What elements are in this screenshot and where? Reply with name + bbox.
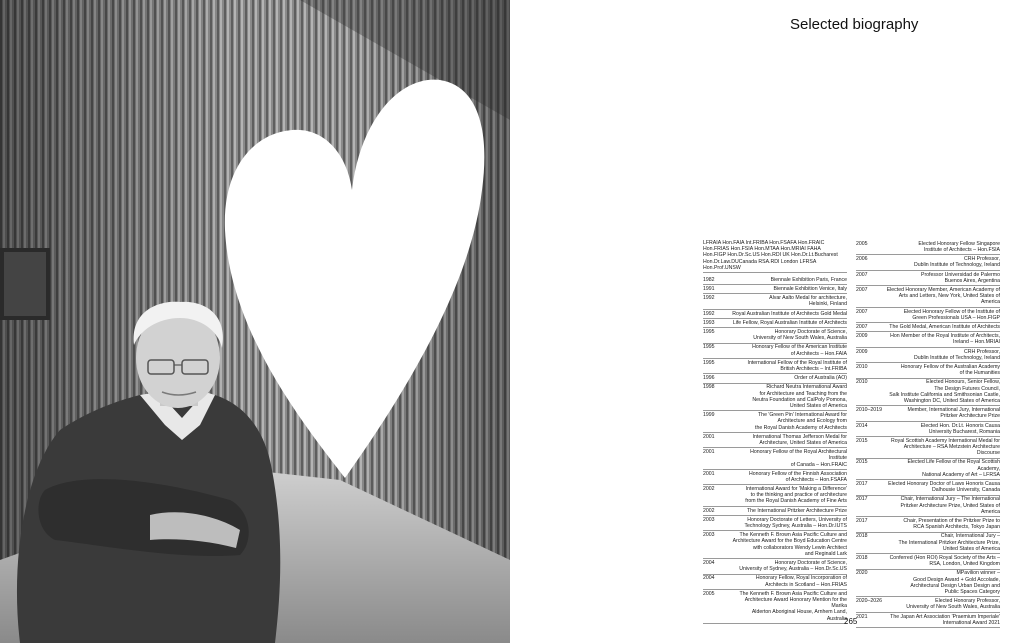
entry-text: Honorary Fellow of the American Institute of Architects – Hon.FAIA [752,344,847,357]
biography-entry [703,516,847,531]
entry-year: 1991 [703,286,715,292]
biography-entry [703,359,847,374]
biography-entry [856,308,1000,323]
entry-year: 2006 [856,256,868,263]
entry-text: CRH Professor, Dublin Institute of Technology, Ireland [913,256,1000,269]
entry-text: The Kenneth F. Brown Asia Pacific Culture and Architecture Award for the Boyd Education Centre with collaborators Wendy Lewin Architect and Reginald Lark [732,532,847,557]
entry-text: Royal Scottish Academy International Medal for Architecture – RSA Metzstein Architecture Discourse [891,437,1000,457]
page-title: Selected biography [790,16,919,33]
entry-text: MPavilion winner – Good Design Award + Gold Accolade, Architectural Design Urban Design and Public Spaces Category [910,570,1000,596]
biography-entry [856,363,1000,378]
entry-text: Elected Honorary Fellow of the Institute of Green Professionals USA – Hon.FIGP [903,308,1000,321]
entry-text: Elected Honorary Professor, University of New South Wales, Australia [906,598,1000,611]
entry-year: 2007 [856,323,868,330]
entry-year: 1996 [703,375,715,382]
entry-year: 2009 [856,348,868,355]
entry-year: 2001 [703,449,715,456]
entry-text: Elected Honorary Doctor of Laws Honoris Causa Dalhousie University, Canada [888,481,1000,494]
entry-text: International Fellow of the Royal Institute of British Architects – Int.FRIBA [747,359,847,372]
entry-year: 2001 [703,470,715,477]
biography-entry [703,344,847,359]
entry-year: 2007 [856,308,868,315]
entry-year: 2003 [703,516,715,523]
biography-entry [856,286,1000,308]
entry-text: Honorary Fellow of the Australian Academy of the Humanities [900,363,1000,377]
biography-entry [856,554,1000,569]
biography-entry [703,374,847,383]
biography-entry [856,255,1000,270]
entry-text: International Award for 'Making a Difference' to the thinking and practice of architecture from the Royal Danish Academy of Fine Arts [745,486,847,505]
entry-text: Biennale Exhibition Paris, France [770,276,847,283]
entry-year: 2014 [856,422,868,429]
biography-entry [856,459,1000,481]
entry-year: 2004 [703,575,715,582]
entry-year: 1992 [703,295,715,302]
entry-text: Honorary Fellow of the Royal Architectural Institute of Canada – Hon.FRAIC [750,449,847,468]
entry-text: The Japan Art Association 'Praemium Imperiale' International Award 2021 [890,613,1000,626]
entry-text: Elected Life Fellow of the Royal Scottish Academy, National Academy of Art – LFRSA [907,459,1000,478]
entry-year: 2015 [856,437,868,444]
biography-entry [856,597,1000,612]
biography-entry [703,485,847,507]
page-number: 265 [844,617,858,626]
entry-year: 2001 [703,433,715,440]
biography-entry [703,276,847,285]
entry-year: 1995 [703,328,715,335]
entry-text: Life Fellow, Royal Australian Institute of Architects [732,319,847,326]
entry-text: Chair, International Jury – The International Pritzker Architecture Prize, United States of America [898,533,1000,552]
entry-year: 2007 [856,271,868,278]
biography-entry [856,348,1000,363]
biography-entry [856,480,1000,495]
entry-year: 2005 [703,590,715,597]
biography-entry [856,496,1000,518]
entry-year: 2010 [856,363,868,370]
entry-text: Hon Member of the Royal Institute of Architects, Ireland – Hon.MRIAI [890,333,1000,346]
entry-year: 2005 [856,240,868,247]
entry-year: 2002 [703,507,715,514]
biography-entry [703,559,847,574]
entry-year: 1995 [703,344,715,351]
entry-text: Elected Honorary Member, American Academy of Arts and Letters, New York, United States of America [886,286,1000,306]
entry-year: 1992 [703,310,715,317]
entry-text: Richard Neutra International Award for Architecture and Teaching from the Neutra Foundation and CalPoly Pomona, United States of America [752,384,847,409]
biography-entry [856,379,1000,407]
biography-column-right [856,240,1000,628]
entry-year: 1998 [703,384,715,391]
entry-year: 2015 [856,459,868,466]
biography-entry [703,328,847,343]
biography-entry [856,533,1000,555]
biography-entry [856,271,1000,286]
entry-year: 1982 [703,276,715,283]
biography-entry [703,507,847,516]
biography-entry [703,294,847,309]
biography-entry [856,240,1000,255]
biography-entry [856,517,1000,532]
entry-text: The 'Green Pin' International Award for Architecture and Ecology from the Royal Danish Academy of Architects [755,412,847,431]
entry-text: Elected Honorary Fellow Singapore Institute of Architects – Hon.FSIA [918,240,1000,253]
entry-year: 2007 [856,286,868,293]
entry-year: 2003 [703,532,715,539]
honours-postnominals: LFRAIA Hon.FAIA Int.FRIBA Hon.FSAFA Hon.FRAIC Hon.FRIAS Hon.FSIA Hon.MTAA Hon.MRIAI FAHA Hon.FIGP Hon.Dr.Sc.US Hon.RDI UK Hon.Dr.Lt.Bucharest Hon.Dr.Law.DUCanada RSA.RDI London LFRSA Hon.Prof.UNSW [703,240,847,273]
entry-text: CRH Professor, Dublin Institute of Technology, Ireland [913,348,1000,361]
biography-entry [703,470,847,485]
entry-text: Honorary Doctorate of Science, University of Sydney, Australia – Hon.Dr.Sc.US [739,560,847,573]
entry-year: 2010 [856,379,868,386]
entry-year: 2017 [856,481,868,488]
entry-text: Elected Hon. Dr.Lt. Honoris Causa University Bucharest, Romania [920,422,1000,435]
biography-entry [856,437,1000,459]
biography-entry [856,406,1000,421]
entry-text: Order of Australia (AO) [794,375,847,382]
entry-text: Elected Honours, Senior Fellow, The Design Futures Council, Salk Institute California and Smithsonian Castle, Washington DC, United States of America [889,379,1000,404]
entry-text: Member, International Jury, International Pritzker Architecture Prize [907,407,1000,420]
biography-entry [703,319,847,328]
entry-year: 2018 [856,555,868,562]
entry-year: 2017 [856,496,868,503]
entry-year: 2004 [703,560,715,567]
entry-text: Honorary Fellow of the Finnish Association of Architects – Hon.FSAFA [748,470,847,483]
entry-year: 2002 [703,486,715,493]
entry-text: The Gold Medal, American Institute of Architects [889,323,1000,330]
biography-entry [703,448,847,470]
biography-entry [703,285,847,294]
biography-entry [703,590,847,624]
biography-entry [703,384,847,412]
biography-entry [856,613,1000,628]
entry-year: 1995 [703,359,715,366]
biography-entry [703,531,847,559]
entry-text: Chair, Presentation of the Pritzker Prize to RCA Spanish Architects, Tokyo Japan [903,518,1000,531]
biography-list-right [856,240,1000,628]
entry-year: 2009 [856,333,868,340]
entry-year: 2020 [856,570,868,577]
entry-year: 1993 [703,319,715,326]
entry-year: 2020–2026 [856,598,882,605]
entry-text: The International Pritzker Architecture Prize [746,507,847,514]
entry-text: Honorary Fellow, Royal Incorporation of Architects in Scotland – Hon.FRIAS [755,575,847,588]
entry-text: Biennale Exhibition Venice, Italy [773,286,847,292]
entry-text: Chair, International Jury – The International Pritzker Architecture Prize, United States of America [900,496,1000,515]
biography-entry [856,323,1000,332]
entry-text: Honorary Doctorate of Science, University of New South Wales, Australia [753,328,847,342]
biography-entry [856,422,1000,437]
entry-year: 2021 [856,613,868,620]
biography-entry [703,310,847,319]
entry-text: International Thomas Jefferson Medal for Architecture, United States of America [752,433,847,446]
biography-column-left [703,240,847,624]
entry-text: Honorary Doctorate of Letters, University of Technology Sydney, Australia – Hon.Dr.IUTS [744,516,847,530]
biography-list-left [703,276,847,624]
biography-entry [703,433,847,448]
biography-entry [703,575,847,590]
entry-text: Royal Australian Institute of Architects Gold Medal [732,310,847,317]
entry-year: 2017 [856,518,868,525]
entry-text: Professor Universidad de Palermo Buenos Aires, Argentina [920,271,1000,284]
entry-year: 1999 [703,412,715,419]
biography-entry [856,332,1000,347]
entry-year: 2010–2019 [856,407,882,414]
biography-entry [856,570,1000,598]
entry-text: The Kenneth F. Brown Asia Pacific Culture and Architecture Award Honorary Mention for the Marika Alderton Aboriginal House, Arnhem Land, Australia [739,590,847,622]
biography-entry [703,411,847,433]
entry-text: Conferred (Hon ROI) Royal Society of the Arts – RSA, London, United Kingdom [889,555,1000,568]
entry-text: Alvar Aalto Medal for architecture, Helsinki, Finland [769,295,847,308]
entry-year: 2018 [856,533,868,540]
